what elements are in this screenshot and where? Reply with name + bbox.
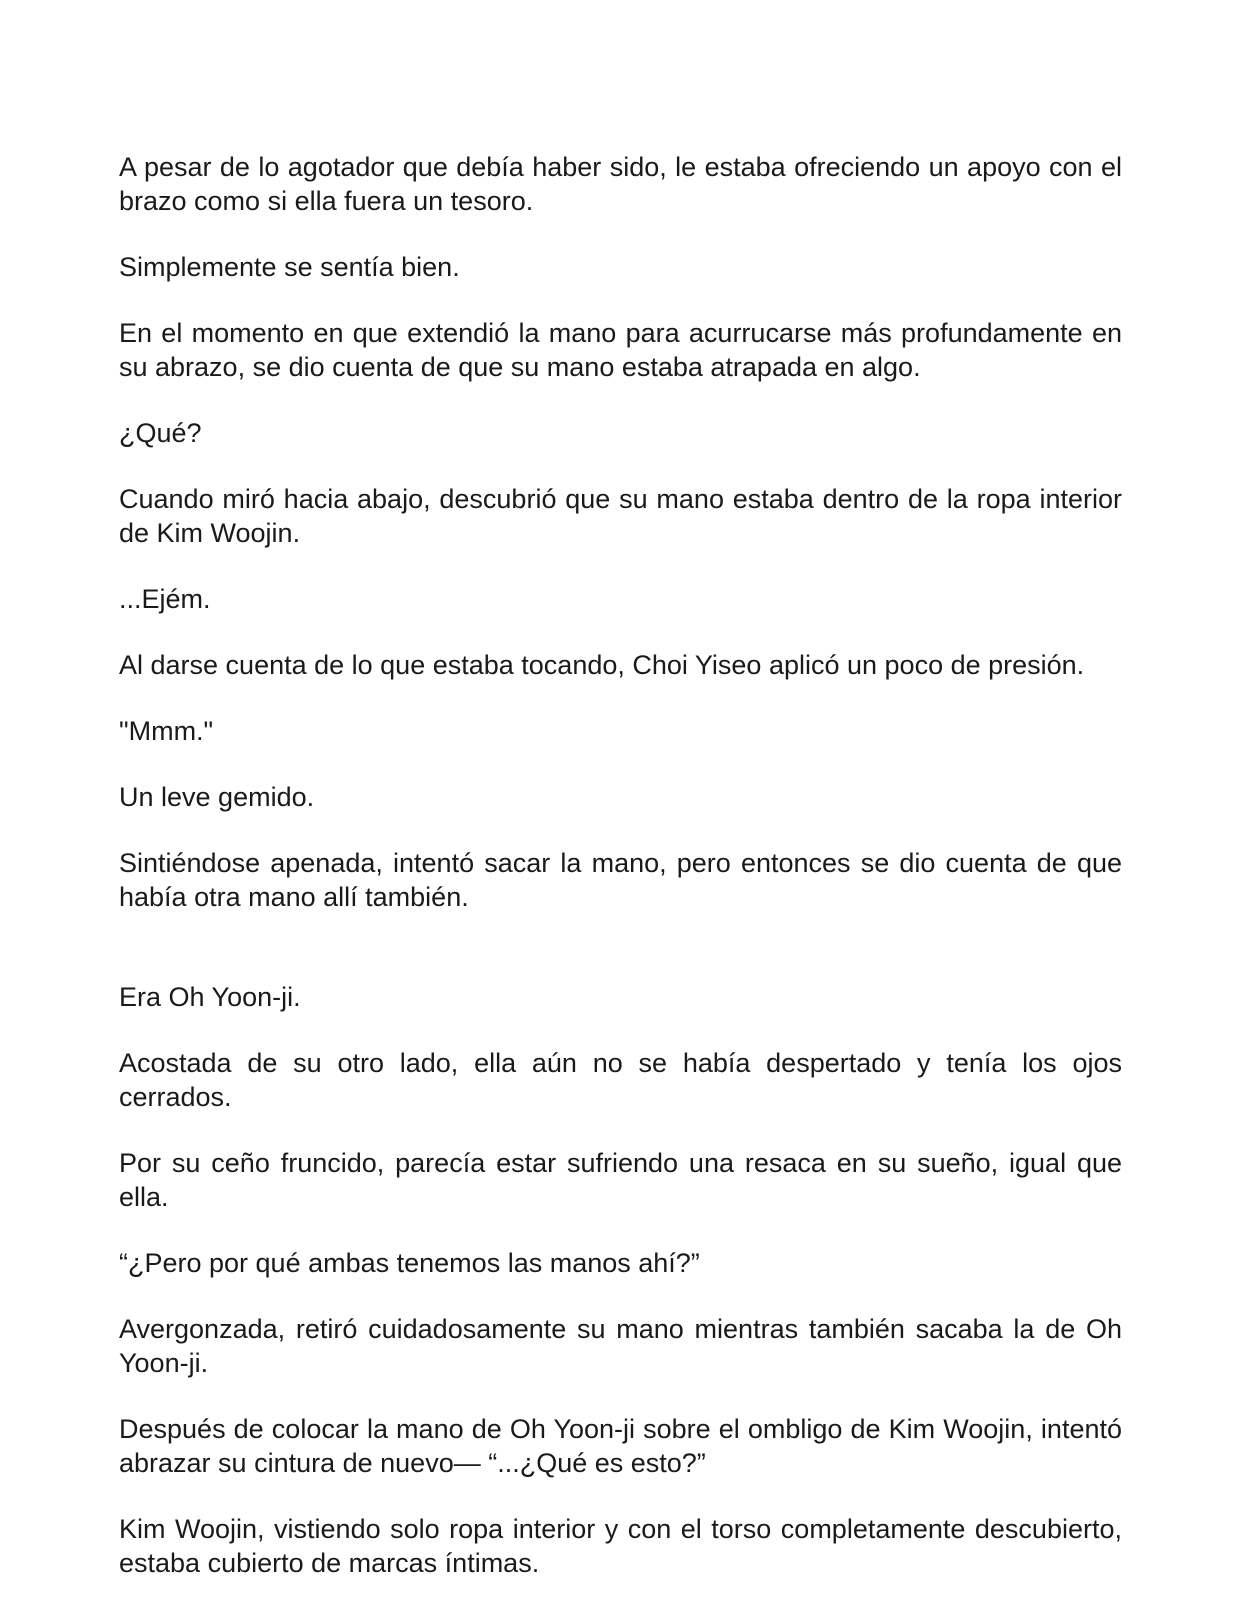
paragraph-11: Era Oh Yoon-ji. — [119, 982, 301, 1012]
paragraph-2: Simplemente se sentía bien. — [119, 252, 460, 282]
paragraph-13: Por su ceño fruncido, parecía estar sufriendo una resaca en su sueño, igual que ella. — [119, 1148, 1122, 1212]
paragraph-15: Avergonzada, retiró cuidadosamente su mano mientras también sacaba la de Oh Yoon-ji. — [119, 1314, 1122, 1378]
document-page — [119, 150, 1122, 1580]
paragraph-17: Kim Woojin, vistiendo solo ropa interior y con el torso completamente descubierto, estaba cubierto de marcas íntimas. — [119, 1514, 1122, 1578]
paragraph-10: Sintiéndose apenada, intentó sacar la mano, pero entonces se dio cuenta de que había otra mano allí también. — [119, 848, 1122, 912]
paragraph-8: "Mmm." — [119, 716, 214, 746]
paragraph-12: Acostada de su otro lado, ella aún no se había despertado y tenía los ojos cerrados. — [119, 1048, 1122, 1112]
paragraph-7: Al darse cuenta de lo que estaba tocando, Choi Yiseo aplicó un poco de presión. — [119, 650, 1085, 680]
paragraph-5: Cuando miró hacia abajo, descubrió que su mano estaba dentro de la ropa interior de Kim Woojin. — [119, 484, 1122, 548]
paragraph-16: Después de colocar la mano de Oh Yoon-ji sobre el ombligo de Kim Woojin, intentó abrazar su cintura de nuevo— “...¿Qué es esto?” — [119, 1414, 1122, 1478]
paragraph-3: En el momento en que extendió la mano para acurrucarse más profundamente en su abrazo, se dio cuenta de que su mano estaba atrapada en algo. — [119, 318, 1122, 382]
paragraph-1: A pesar de lo agotador que debía haber sido, le estaba ofreciendo un apoyo con el brazo como si ella fuera un tesoro. — [119, 152, 1122, 216]
paragraph-14: “¿Pero por qué ambas tenemos las manos ahí?” — [119, 1248, 700, 1278]
paragraph-9: Un leve gemido. — [119, 782, 315, 812]
paragraph-4: ¿Qué? — [119, 418, 202, 448]
paragraph-6: ...Ejém. — [119, 584, 211, 614]
